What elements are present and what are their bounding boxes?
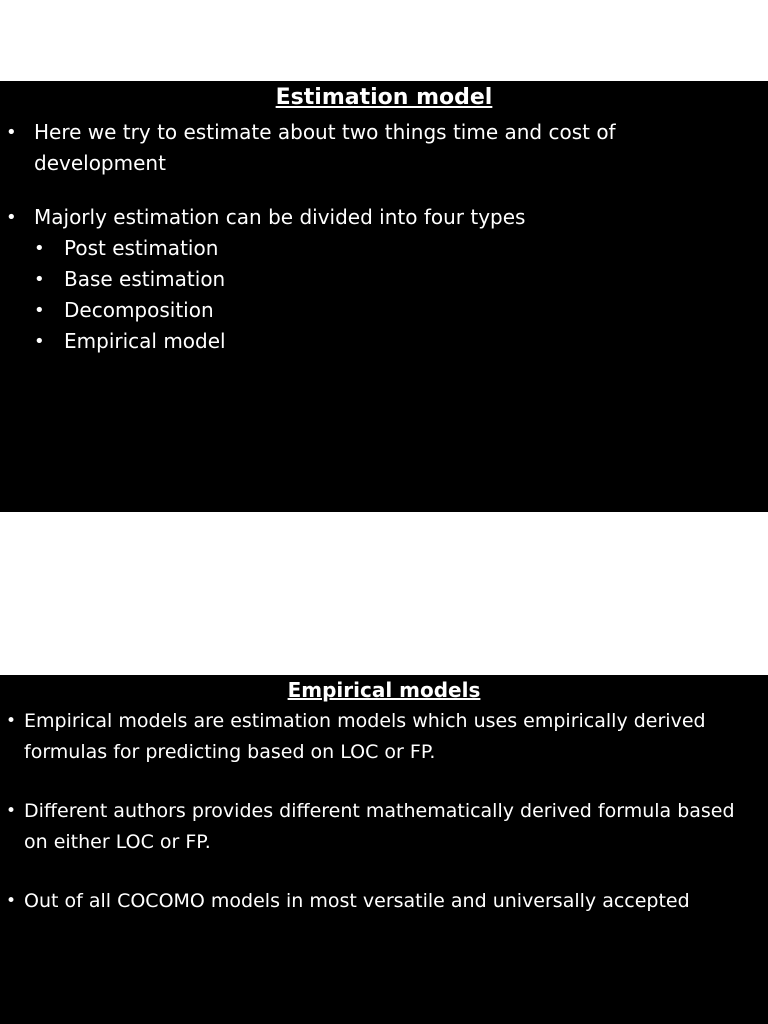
- bullet-icon: •: [6, 711, 17, 731]
- slide-empirical-models: [0, 675, 768, 1024]
- bullet-icon: •: [6, 122, 17, 143]
- sub-list-item: [34, 295, 746, 326]
- list-item-text: Majorly estimation can be divided into four types: [34, 205, 526, 229]
- slide-estimation-model: [0, 81, 768, 512]
- list-item: [6, 117, 746, 179]
- bullet-icon: •: [6, 207, 17, 228]
- sub-list-item: [34, 326, 746, 357]
- bullet-icon: •: [34, 331, 45, 352]
- bullet-icon: •: [6, 801, 17, 821]
- bullet-icon: •: [34, 238, 45, 259]
- list-item-text: Empirical models are estimation models which uses empirically derived formulas for predicting based on LOC or FP.: [24, 710, 706, 763]
- sub-bullet-list: [34, 233, 746, 357]
- bullet-icon: •: [34, 269, 45, 290]
- bullet-list: [6, 117, 746, 380]
- sub-list-item: [34, 233, 746, 264]
- list-item: [6, 202, 746, 357]
- slide-title: Empirical models: [287, 678, 481, 702]
- list-item-text: Different authors provides different mathematically derived formula based on either LOC or FP.: [24, 800, 735, 853]
- slide-title: Estimation model: [275, 85, 493, 110]
- sub-list-item-text: Empirical model: [64, 329, 226, 353]
- list-item: [6, 796, 756, 858]
- list-item: [6, 706, 756, 768]
- sub-list-item-text: Post estimation: [64, 236, 219, 260]
- bullet-icon: •: [34, 300, 45, 321]
- sub-list-item: [34, 264, 746, 295]
- bullet-icon: •: [6, 891, 17, 911]
- list-item: [6, 886, 756, 917]
- list-item-text: Here we try to estimate about two things time and cost of development: [34, 120, 616, 175]
- list-item-text: Out of all COCOMO models in most versatile and universally accepted: [24, 890, 690, 912]
- sub-list-item-text: Base estimation: [64, 267, 226, 291]
- bullet-list: [6, 706, 756, 945]
- sub-list-item-text: Decomposition: [64, 298, 214, 322]
